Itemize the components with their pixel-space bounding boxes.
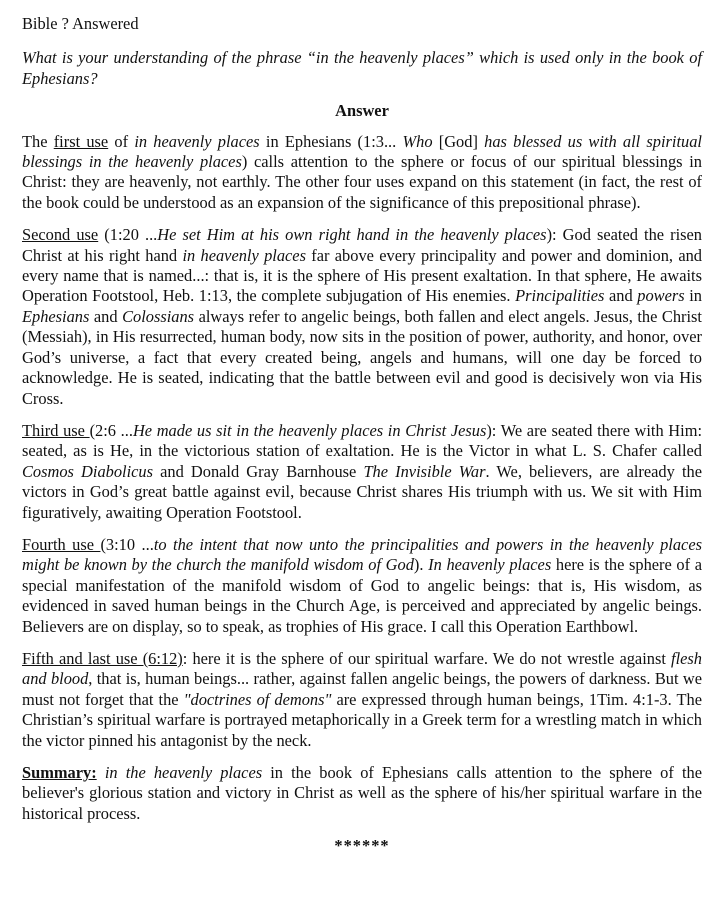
paragraph-second-use xyxy=(22,225,702,409)
text-run: ): We are seated there with Him: seated, as is He, in the victorious station of exaltation. He is the Victor in what L. S. Chafer called xyxy=(22,420,702,461)
paragraph-first-use xyxy=(22,132,702,214)
text-run: (3:10 ... xyxy=(100,534,154,554)
text-run: in the book of Ephesians calls attention to the sphere of the believer's glorious station and victory in Christ as well as the sphere of his/her spiritual warfare in the historical process. xyxy=(22,763,702,823)
fifth-use-label: Fifth and last use (6:12) xyxy=(22,648,183,668)
text-run: always refer to angelic beings, both fallen and elect angels. Jesus, the Christ (Messiah), in His resurrected, human body, now sits in the position of power, authority, and honor, over God’s universe, a fact that every created being, angels and humans, will one day be forced to acknowledge. He is seated, indicating that the battle between evil and good is decisively won via His Cross. xyxy=(22,306,702,408)
text-run: are expressed through human beings, 1Tim. 4:1-3. The Christian’s spiritual warfare is portrayed metaphorically in a Greek term for a wrestling match in which the victor pinned his antagonist by the neck. xyxy=(22,689,702,750)
quoted-phrase: "doctrines of demons" xyxy=(183,689,332,709)
paragraph-summary xyxy=(22,763,702,824)
fourth-use-label: Fourth use xyxy=(22,534,101,554)
text-run: [God] xyxy=(432,131,485,151)
phrase-emphasis: in the heavenly places xyxy=(104,763,263,782)
phrase-emphasis: in heavenly places xyxy=(134,131,260,151)
paragraph-fourth-use xyxy=(22,535,702,637)
third-use-label: Third use xyxy=(22,420,90,440)
text-run: (2:6 ... xyxy=(89,420,133,440)
text-run xyxy=(97,763,105,782)
text-run: of xyxy=(108,131,135,151)
book-name: Colossians xyxy=(122,306,195,326)
text-run: far above every principality and power and dominion, and every name that is named...: that is, it is the sphere of His present exaltation. In that sphere, He awaits Operation Footstool, Heb. 1:13, the complete subjugation of His enemies. xyxy=(22,245,702,306)
text-run: here is the sphere of a special manifestation of the manifold wisdom of God to angelic beings: that is, His wisdom, as evidenced in saved human beings in the Church Age, is perceived and appreciated by angelic beings. Believers are on display, so to speak, as trophies of His grace. I call this Operation Earthbowl. xyxy=(22,555,703,636)
end-mark: ****** xyxy=(334,836,390,856)
first-use-label: first use xyxy=(53,131,109,151)
summary-label: Summary: xyxy=(22,763,97,782)
paragraph-third-use xyxy=(22,421,702,523)
phrase-emphasis: In heavenly places xyxy=(428,555,552,575)
book-name: Ephesians xyxy=(22,306,90,326)
scripture-quote: He set Him at his own right hand in the heavenly places xyxy=(157,225,547,245)
text-run: , that is, human beings... rather, against fallen angelic beings, the powers of darkness. But we must not forget that the xyxy=(22,669,703,709)
scripture-quote: to the intent that now unto the principalities and powers in the heavenly places might be known by the church the manifold wisdom of God xyxy=(22,534,702,575)
text-run: ). xyxy=(413,555,429,575)
scripture-quote: Who xyxy=(402,131,433,151)
book-title: The Invisible War xyxy=(363,461,486,481)
scripture-quote: has blessed us with all spiritual blessings in the heavenly places xyxy=(22,131,702,172)
phrase-emphasis: flesh and blood xyxy=(22,648,702,689)
text-run: The xyxy=(22,131,54,151)
text-run: in xyxy=(684,286,702,306)
book-title: Cosmos Diabolicus xyxy=(22,461,153,481)
phrase-emphasis: in heavenly places xyxy=(182,245,306,265)
text-run: ) calls attention to the sphere or focus of our spiritual blessings in Christ: they are heavenly, not earthly. The other four uses expand on this statement (in fact, the rest of the book could be understood as an expansion of the significance of this prepositional phrase). xyxy=(22,152,702,212)
text-run: . We, believers, are already the victors in God’s great battle against evil, because Christ shares His triumph with us. We sit with Him figuratively, awaiting Operation Footstool. xyxy=(22,461,702,522)
answer-heading: Answer xyxy=(335,101,389,121)
term-emphasis: powers xyxy=(637,286,685,306)
text-run: ): God seated the risen Christ at his right hand xyxy=(22,225,702,265)
text-run: in Ephesians (1:3... xyxy=(259,131,403,151)
text-run: : here it is the sphere of our spiritual warfare. We do not wrestle against xyxy=(182,648,672,668)
paragraph-fifth-use xyxy=(22,649,702,751)
text-run: (1:20 ... xyxy=(98,225,158,245)
text-run: and xyxy=(604,286,638,306)
second-use-label: Second use xyxy=(22,225,99,245)
term-emphasis: Principalities xyxy=(515,286,605,306)
text-run: and xyxy=(89,306,123,326)
text-run: and Donald Gray Barnhouse xyxy=(152,461,364,481)
question-text: What is your understanding of the phrase “in the heavenly places” which is used only in the book of Ephesians? xyxy=(22,48,702,88)
document-header: Bible ? Answered xyxy=(22,14,139,33)
scripture-quote: He made us sit in the heavenly places in Christ Jesus xyxy=(132,420,487,440)
